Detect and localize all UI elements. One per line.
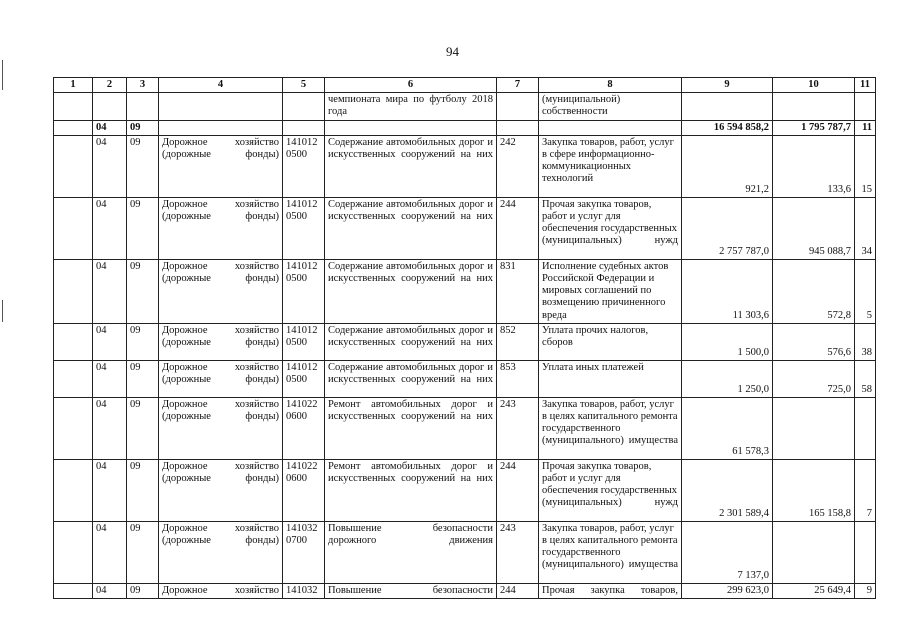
- amount-executed: 576,6: [773, 323, 855, 360]
- expense-type-name: Уплата иных платежей: [539, 360, 682, 397]
- budget-table: [53, 77, 876, 599]
- expense-type-name: Закупка товаров, работ, услуг в целях капитального ремонта государственного (муниципального) имущества: [539, 521, 682, 583]
- percent-executed: 15: [855, 135, 876, 197]
- section-name: Дорожное хозяйство (дорожные фонды): [159, 459, 283, 521]
- table-row: [54, 397, 876, 459]
- table-row: [54, 135, 876, 197]
- amount-planned: 921,2: [682, 135, 773, 197]
- article-description: Ремонт автомобильных дорог и искусственных сооружений на них: [325, 459, 497, 521]
- section-name: Дорожное хозяйство (дорожные фонды): [159, 397, 283, 459]
- amount-planned: 299 623,0: [682, 583, 773, 598]
- article-description: Содержание автомобильных дорог и искусственных сооружений на них: [325, 197, 497, 259]
- subsection-code: 09: [127, 259, 159, 323]
- subsection-code: 09: [127, 583, 159, 598]
- expense-type-code: 244: [497, 583, 539, 598]
- section-code: 04: [93, 459, 127, 521]
- column-number: 10: [773, 78, 855, 93]
- amount-planned: 2 757 787,0: [682, 197, 773, 259]
- expense-type-name: Прочая закупка товаров, работ и услуг для обеспечения государственных (муниципальных) нужд: [539, 459, 682, 521]
- section-code: 04: [93, 397, 127, 459]
- section-code: 04: [93, 259, 127, 323]
- subsection-code: 09: [127, 135, 159, 197]
- expense-type-code: 852: [497, 323, 539, 360]
- amount-executed: 572,8: [773, 259, 855, 323]
- article-description: Содержание автомобильных дорог и искусственных сооружений на них: [325, 259, 497, 323]
- table-row: [54, 583, 876, 598]
- target-article-code: 141012 0500: [283, 323, 325, 360]
- column-number: 11: [855, 78, 876, 93]
- column-number: 3: [127, 78, 159, 93]
- subsection-code: 09: [127, 521, 159, 583]
- percent-executed: 7: [855, 459, 876, 521]
- amount-executed: 133,6: [773, 135, 855, 197]
- continued-description: чемпионата мира по футболу 2018 года: [325, 93, 497, 120]
- section-code: 04: [93, 360, 127, 397]
- subsection-code: 09: [127, 459, 159, 521]
- column-number: 7: [497, 78, 539, 93]
- scan-edge-mark: [2, 60, 3, 90]
- section-code: 04: [93, 521, 127, 583]
- total-amount-planned: 16 594 858,2: [682, 120, 773, 135]
- amount-planned: 2 301 589,4: [682, 459, 773, 521]
- expense-type-code: 243: [497, 521, 539, 583]
- percent-executed: 5: [855, 259, 876, 323]
- section-code: 04: [93, 583, 127, 598]
- expense-type-name: Уплата прочих налогов, сборов: [539, 323, 682, 360]
- amount-executed: [773, 397, 855, 459]
- expense-type-code: 831: [497, 259, 539, 323]
- amount-executed: 165 158,8: [773, 459, 855, 521]
- article-description: Повышение безопасности: [325, 583, 497, 598]
- amount-planned: 11 303,6: [682, 259, 773, 323]
- article-description: Содержание автомобильных дорог и искусственных сооружений на них: [325, 135, 497, 197]
- column-number: 9: [682, 78, 773, 93]
- section-code: 04: [93, 323, 127, 360]
- subsection-code: 09: [127, 120, 159, 135]
- target-article-code: 141012 0500: [283, 360, 325, 397]
- amount-executed: 945 088,7: [773, 197, 855, 259]
- column-number: 2: [93, 78, 127, 93]
- section-code: 04: [93, 135, 127, 197]
- column-number: 6: [325, 78, 497, 93]
- section-name: Дорожное хозяйство (дорожные фонды): [159, 135, 283, 197]
- target-article-code: 141012 0500: [283, 197, 325, 259]
- scan-edge-mark: [2, 300, 3, 322]
- percent-executed: [855, 521, 876, 583]
- expense-type-name: Исполнение судебных актов Российской Федерации и мировых соглашений по возмещению причиненного вреда: [539, 259, 682, 323]
- percent-executed: 34: [855, 197, 876, 259]
- section-name: Дорожное хозяйство (дорожные фонды): [159, 259, 283, 323]
- subsection-code: 09: [127, 360, 159, 397]
- amount-planned: 1 500,0: [682, 323, 773, 360]
- table-row: [54, 521, 876, 583]
- total-amount-executed: 1 795 787,7: [773, 120, 855, 135]
- column-numbers-row: [54, 78, 876, 93]
- target-article-code: 141022 0600: [283, 459, 325, 521]
- continuation-row: [54, 93, 876, 120]
- table-row: [54, 360, 876, 397]
- total-percent: 11: [855, 120, 876, 135]
- target-article-code: 141012 0500: [283, 135, 325, 197]
- column-number: 8: [539, 78, 682, 93]
- percent-executed: 9: [855, 583, 876, 598]
- amount-planned: 1 250,0: [682, 360, 773, 397]
- table-row: [54, 323, 876, 360]
- section-name: Дорожное хозяйство (дорожные фонды): [159, 521, 283, 583]
- subsection-code: 09: [127, 397, 159, 459]
- table-row: [54, 259, 876, 323]
- section-name: Дорожное хозяйство (дорожные фонды): [159, 360, 283, 397]
- article-description: Содержание автомобильных дорог и искусственных сооружений на них: [325, 323, 497, 360]
- continued-expense-type: (муниципальной) собственности: [539, 93, 682, 120]
- total-row: [54, 120, 876, 135]
- article-description: Ремонт автомобильных дорог и искусственных сооружений на них: [325, 397, 497, 459]
- table-row: [54, 459, 876, 521]
- expense-type-code: 242: [497, 135, 539, 197]
- target-article-code: 141032: [283, 583, 325, 598]
- percent-executed: 38: [855, 323, 876, 360]
- article-description: Повышение безопасности дорожного движения: [325, 521, 497, 583]
- target-article-code: 141012 0500: [283, 259, 325, 323]
- subsection-code: 09: [127, 323, 159, 360]
- target-article-code: 141022 0600: [283, 397, 325, 459]
- amount-executed: [773, 521, 855, 583]
- page-number: 94: [446, 44, 459, 59]
- amount-executed: 725,0: [773, 360, 855, 397]
- expense-type-code: 243: [497, 397, 539, 459]
- percent-executed: 58: [855, 360, 876, 397]
- article-description: Содержание автомобильных дорог и искусственных сооружений на них: [325, 360, 497, 397]
- amount-planned: 61 578,3: [682, 397, 773, 459]
- table-row: [54, 197, 876, 259]
- column-number: 1: [54, 78, 93, 93]
- target-article-code: 141032 0700: [283, 521, 325, 583]
- percent-executed: [855, 397, 876, 459]
- expense-type-code: 244: [497, 459, 539, 521]
- section-name: Дорожное хозяйство: [159, 583, 283, 598]
- expense-type-name: Прочая закупка товаров,: [539, 583, 682, 598]
- subsection-code: 09: [127, 197, 159, 259]
- section-name: Дорожное хозяйство (дорожные фонды): [159, 197, 283, 259]
- column-number: 5: [283, 78, 325, 93]
- expense-type-name: Закупка товаров, работ, услуг в сфере информационно-коммуникационных технологий: [539, 135, 682, 197]
- amount-executed: 25 649,4: [773, 583, 855, 598]
- section-code: 04: [93, 197, 127, 259]
- expense-type-code: 853: [497, 360, 539, 397]
- expense-type-code: 244: [497, 197, 539, 259]
- section-code: 04: [93, 120, 127, 135]
- section-name: Дорожное хозяйство (дорожные фонды): [159, 323, 283, 360]
- expense-type-name: Прочая закупка товаров, работ и услуг для обеспечения государственных (муниципальных) нужд: [539, 197, 682, 259]
- column-number: 4: [159, 78, 283, 93]
- expense-type-name: Закупка товаров, работ, услуг в целях капитального ремонта государственного (муниципального) имущества: [539, 397, 682, 459]
- amount-planned: 7 137,0: [682, 521, 773, 583]
